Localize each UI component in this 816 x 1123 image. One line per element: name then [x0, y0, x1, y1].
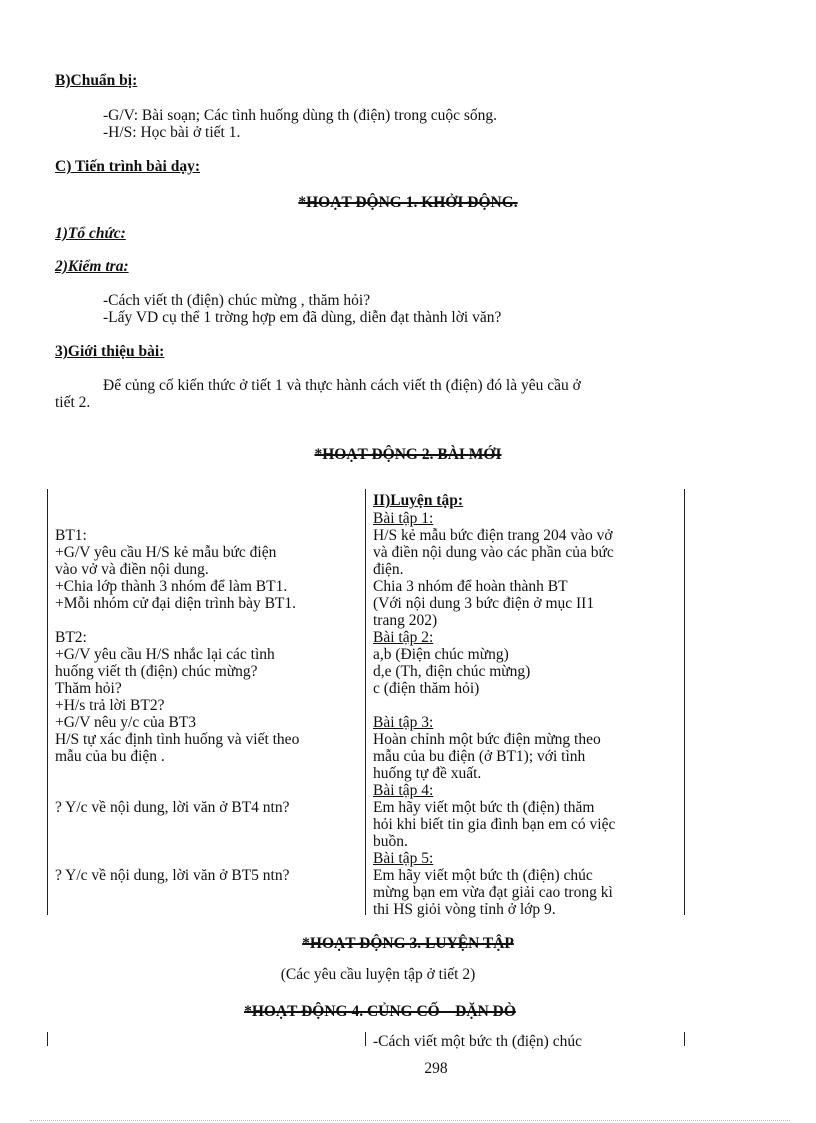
student-activity-line: mẫu của bu điện (ở BT1); với tình	[373, 748, 586, 765]
teacher-activity-line: +G/V nêu y/c của BT3	[55, 714, 197, 731]
teacher-activity-line	[55, 833, 299, 850]
table-right-border	[684, 489, 685, 915]
teacher-activity-line	[55, 765, 299, 782]
teacher-activity-line: +Mỗi nhóm cử đại diện trình bày BT1.	[55, 595, 296, 612]
student-activity-line: a,b (Điện chúc mừng)	[373, 646, 509, 663]
prep-teacher: -G/V: Bài soạn; Các tình huống dùng th (điện) trong cuộc sống.	[103, 107, 498, 124]
teacher-activity-line	[55, 850, 299, 867]
student-activity-line: Bài tập 2:	[373, 629, 434, 646]
teacher-activity-line	[55, 612, 299, 629]
activity-1-title: *HOẠT ĐỘNG 1. KHỞI ĐỘNG.	[298, 194, 518, 211]
student-activity-line: điện.	[373, 561, 404, 578]
student-activity-line: H/S kẻ mẫu bức điện trang 204 vào vở	[373, 527, 613, 544]
check-question-1: -Cách viết th (điện) chúc mừng , thăm hỏi?	[103, 292, 371, 309]
teacher-activity-line: vào vở và điền nội dung.	[55, 561, 209, 578]
section-c-title: C) Tiến trình bài dạy:	[55, 158, 200, 175]
teacher-activity-line: Thăm hỏi?	[55, 680, 122, 697]
teacher-activity-line: +H/s trả lời BT2?	[55, 697, 165, 714]
teacher-activity-column	[55, 493, 299, 918]
practice-heading: II)Luyện tập:	[373, 492, 464, 509]
activity-4-title: *HOẠT ĐỘNG 4. CỦNG CỐ – DẶN DÒ	[244, 1003, 516, 1020]
student-activity-line: Chia 3 nhóm để hoàn thành BT	[373, 578, 568, 595]
activity-3-note: (Các yêu cầu luyện tập ở tiết 2)	[280, 966, 476, 983]
table-2-right-border	[684, 1032, 685, 1046]
page-number: 298	[424, 1060, 448, 1077]
student-activity-line: c (điện thăm hỏi)	[373, 680, 480, 697]
student-activity-line	[373, 697, 615, 714]
check-question-2: -Lấy VD cụ thể 1 trờng hợp em đã dùng, diễn đạt thành lời văn?	[103, 309, 502, 326]
teacher-activity-line: mẫu của bu điện .	[55, 748, 165, 765]
table-2-divider	[365, 1032, 366, 1046]
teacher-activity-line: ? Y/c về nội dung, lời văn ở BT5 ntn?	[55, 867, 290, 884]
teacher-activity-line	[55, 510, 299, 527]
introduction-line-2: tiết 2.	[55, 394, 91, 411]
student-activity-line: Bài tập 3:	[373, 714, 434, 731]
student-activity-line: trang 202)	[373, 612, 438, 629]
teacher-activity-line	[55, 493, 299, 510]
teacher-activity-line	[55, 901, 299, 918]
student-activity-line: Em hãy viết một bức th (điện) thăm	[373, 799, 595, 816]
student-activity-line: d,e (Th, điện chúc mừng)	[373, 663, 531, 680]
check-heading: 2)Kiểm tra:	[55, 258, 129, 275]
organization-heading: 1)Tổ chức:	[55, 225, 126, 242]
table-left-border	[47, 489, 48, 915]
section-b-title: B)Chuẩn bị:	[55, 72, 138, 89]
student-activity-line: hỏi khi biết tin gia đình bạn em có việc	[373, 816, 616, 833]
teacher-activity-line: +G/V yêu cầu H/S nhắc lại các tình	[55, 646, 275, 663]
activity-3-title: *HOẠT ĐỘNG 3. LUYỆN TẬP	[302, 935, 514, 952]
prep-student: -H/S: Học bài ở tiết 1.	[103, 124, 241, 141]
table-2-left-border	[47, 1032, 48, 1046]
teacher-activity-line: ? Y/c về nội dung, lời văn ở BT4 ntn?	[55, 799, 290, 816]
table-divider	[365, 489, 366, 915]
student-activity-line: huống tự đề xuất.	[373, 765, 482, 782]
teacher-activity-line: BT1:	[55, 527, 87, 544]
teacher-activity-line: +Chia lớp thành 3 nhóm để làm BT1.	[55, 578, 288, 595]
activity-2-title: *HOẠT ĐỘNG 2. BÀI MỚI	[314, 446, 502, 463]
student-activity-line: Bài tập 4:	[373, 782, 434, 799]
introduction-heading: 3)Giới thiệu bài:	[55, 343, 165, 360]
teacher-activity-line: H/S tự xác định tình huống và viết theo	[55, 731, 300, 748]
teacher-activity-line	[55, 816, 299, 833]
student-activity-line: mừng bạn em vừa đạt giải cao trong kì	[373, 884, 613, 901]
student-activity-line: và điền nội dung vào các phần của bức	[373, 544, 614, 561]
student-activity-line: Bài tập 5:	[373, 850, 434, 867]
student-activity-line: buồn.	[373, 833, 408, 850]
student-activity-column	[373, 510, 615, 918]
teacher-activity-line: BT2:	[55, 629, 87, 646]
teacher-activity-line	[55, 884, 299, 901]
consolidation-line-1: -Cách viết một bức th (điện) chúc	[373, 1033, 582, 1050]
teacher-activity-line: huống viết th (điện) chúc mừng?	[55, 663, 258, 680]
teacher-activity-line: +G/V yêu cầu H/S kẻ mẫu bức điện	[55, 544, 277, 561]
teacher-activity-line	[55, 782, 299, 799]
student-activity-line: Bài tập 1:	[373, 510, 434, 527]
student-activity-line: (Với nội dung 3 bức điện ở mục II1	[373, 595, 595, 612]
student-activity-line: thi HS giỏi vòng tỉnh ở lớp 9.	[373, 901, 556, 918]
student-activity-line: Hoàn chỉnh một bức điện mừng theo	[373, 731, 601, 748]
page-bottom-rule	[30, 1120, 790, 1121]
student-activity-line: Em hãy viết một bức th (điện) chúc	[373, 867, 593, 884]
introduction-line-1: Để củng cố kiến thức ở tiết 1 và thực hành cách viết th (điện) đó là yêu cầu ở	[103, 377, 581, 394]
